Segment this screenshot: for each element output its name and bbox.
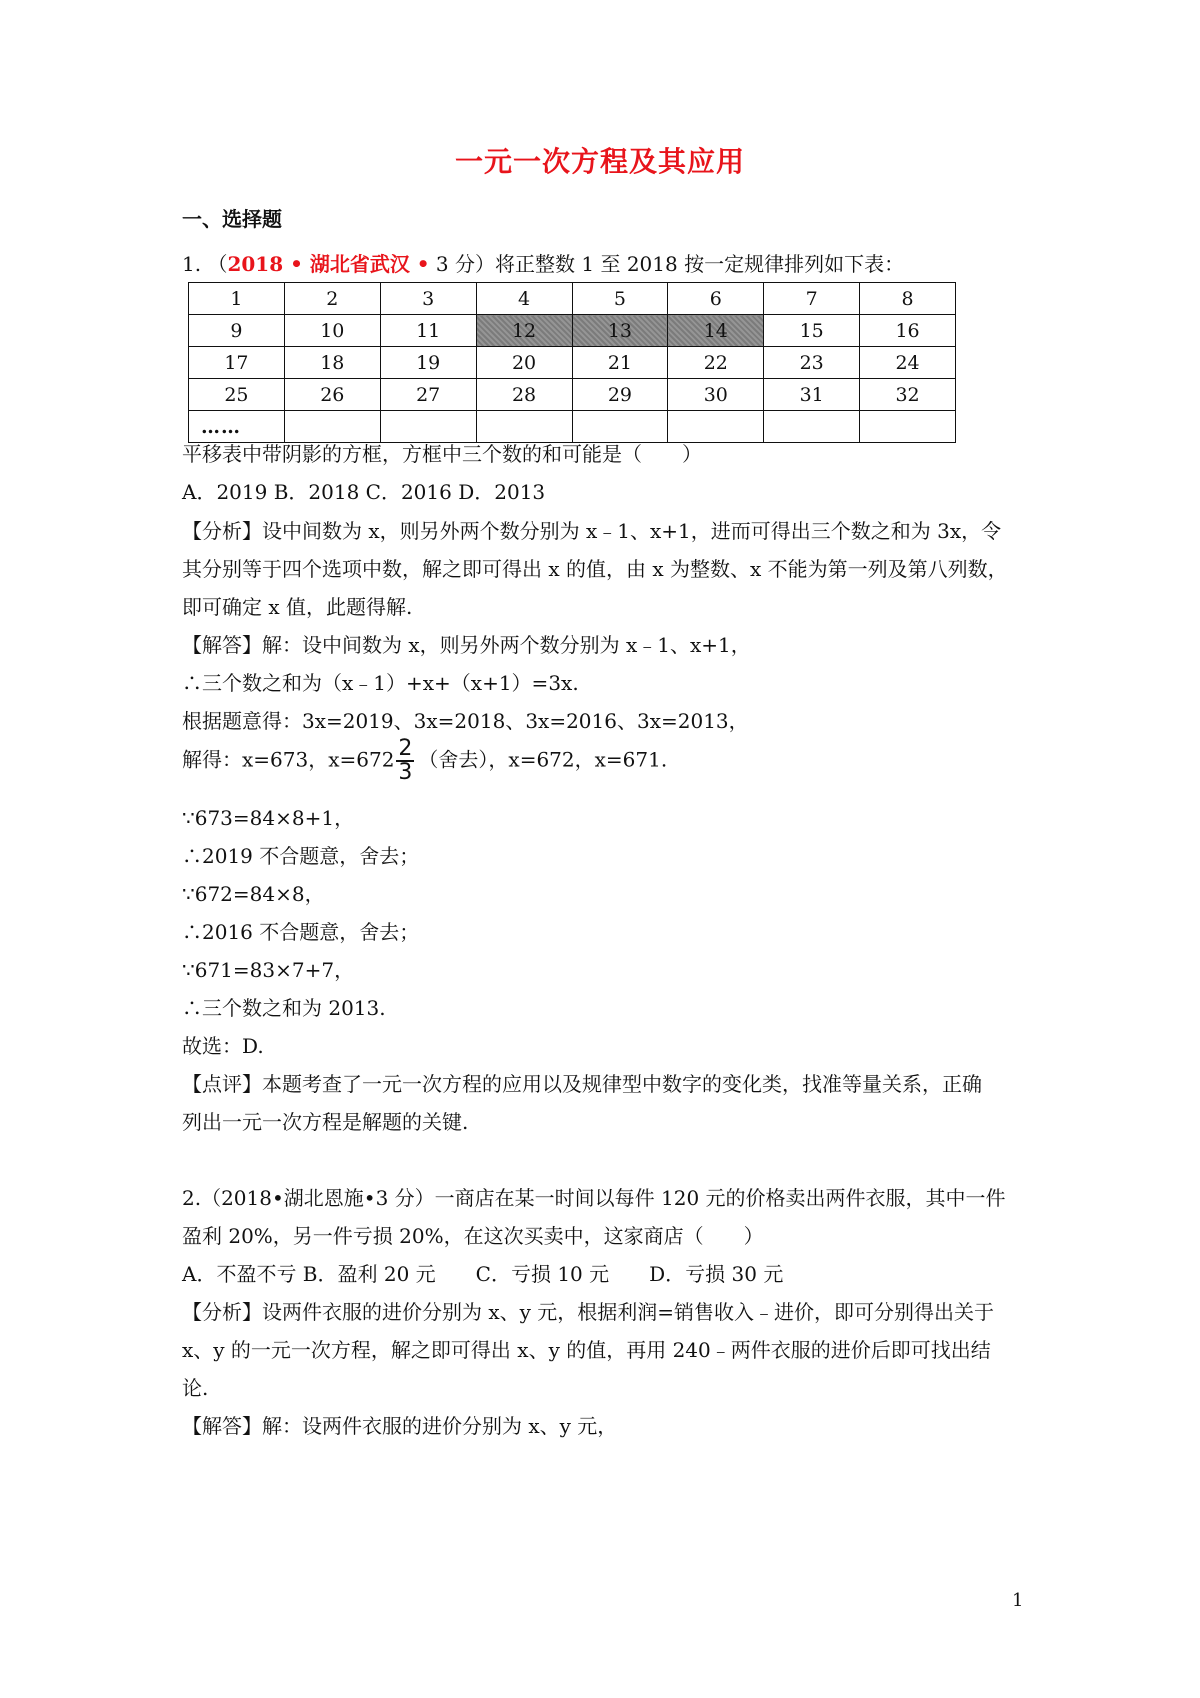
table-cell: …… xyxy=(189,411,285,443)
question-1-answer-line-8: ∴2016 不合题意，舍去； xyxy=(182,920,420,944)
fraction-numerator: 2 xyxy=(398,736,413,761)
question-2-analysis-line-3: 论. xyxy=(182,1376,209,1400)
question-1-source: 2018 • 湖北省武汉 • xyxy=(227,252,430,276)
table-cell: 1 xyxy=(189,283,285,315)
table-cell: 21 xyxy=(572,347,668,379)
table-cell: 7 xyxy=(764,283,860,315)
table-row xyxy=(189,283,956,315)
table-cell: 10 xyxy=(284,315,380,347)
question-1-comment-line-2: 列出一元一次方程是解题的关键. xyxy=(182,1110,469,1134)
table-cell: 19 xyxy=(380,347,476,379)
question-1-answer-line-3: 根据题意得：3x=2019、3x=2018、3x=2016、3x=2013， xyxy=(182,709,749,733)
table-cell: 4 xyxy=(476,283,572,315)
question-1-answer-line-9: ∵671=83×7+7， xyxy=(182,958,355,982)
fraction-denominator: 3 xyxy=(398,760,413,785)
table-row xyxy=(189,379,956,411)
table-cell: 9 xyxy=(189,315,285,347)
section-heading: 一、选择题 xyxy=(182,207,282,231)
table-cell: 32 xyxy=(860,379,956,411)
question-2-analysis-line-2: x、y 的一元一次方程，解之即可得出 x、y 的值，再用 240﹣两件衣服的进价后即可找出结 xyxy=(182,1338,991,1362)
question-1-answer-line-6: ∴2019 不合题意，舍去； xyxy=(182,844,420,868)
table-cell-shaded: 13 xyxy=(572,315,668,347)
table-cell: 20 xyxy=(476,347,572,379)
question-2-options: A．不盈不亏 B．盈利 20 元 C．亏损 10 元 D．亏损 30 元 xyxy=(182,1262,784,1286)
table-cell: 17 xyxy=(189,347,285,379)
page-number: 1 xyxy=(1012,1590,1024,1611)
table-cell: 26 xyxy=(284,379,380,411)
question-1-answer-line-10: ∴三个数之和为 2013. xyxy=(182,996,386,1020)
table-cell xyxy=(764,411,860,443)
table-cell: 29 xyxy=(572,379,668,411)
question-2-answer-line-1: 【解答】解：设两件衣服的进价分别为 x、y 元， xyxy=(182,1414,618,1438)
question-1-analysis-line-2: 其分别等于四个选项中数，解之即可得出 x 的值，由 x 为整数、x 不能为第一列及第八列数， xyxy=(182,557,1008,581)
question-1-answer-line-4 xyxy=(182,738,667,784)
table-cell: 16 xyxy=(860,315,956,347)
table-cell: 28 xyxy=(476,379,572,411)
page-title: 一元一次方程及其应用 xyxy=(454,145,745,178)
question-1-answer-line-11: 故选：D. xyxy=(182,1034,264,1058)
table-cell: 6 xyxy=(668,283,764,315)
number-table xyxy=(188,282,956,443)
table-cell-shaded: 12 xyxy=(476,315,572,347)
question-1-text: 3 分）将正整数 1 至 2018 按一定规律排列如下表： xyxy=(429,252,905,276)
answer-solution-rest: （舍去），x=672，x=671. xyxy=(418,747,668,772)
table-cell: 11 xyxy=(380,315,476,347)
table-cell: 27 xyxy=(380,379,476,411)
fraction-two-thirds xyxy=(396,738,414,784)
question-1-stem xyxy=(182,248,904,277)
question-1-answer-line-5: ∵673=84×8+1， xyxy=(182,806,355,830)
table-cell: 23 xyxy=(764,347,860,379)
question-2-stem-line-1: 2.（2018•湖北恩施•3 分）一商店在某一时间以每件 120 元的价格卖出两件衣服，其中一件 xyxy=(182,1186,1006,1210)
table-cell: 18 xyxy=(284,347,380,379)
question-1-comment-line-1: 【点评】本题考查了一元一次方程的应用以及规律型中数字的变化类，找准等量关系，正确 xyxy=(182,1072,982,1096)
question-2-analysis-line-1: 【分析】设两件衣服的进价分别为 x、y 元，根据利润=销售收入﹣进价，即可分别得出关于 xyxy=(182,1300,995,1324)
question-1-analysis-line-3: 即可确定 x 值，此题得解. xyxy=(182,595,413,619)
table-cell: 5 xyxy=(572,283,668,315)
question-1-answer-line-1: 【解答】解：设中间数为 x，则另外两个数分别为 x﹣1、x+1， xyxy=(182,633,751,657)
table-cell: 24 xyxy=(860,347,956,379)
table-cell: 8 xyxy=(860,283,956,315)
question-1-options: A．2019 B．2018 C．2016 D．2013 xyxy=(182,480,546,504)
table-cell: 2 xyxy=(284,283,380,315)
table-cell-shaded: 14 xyxy=(668,315,764,347)
table-row xyxy=(189,315,956,347)
table-cell: 15 xyxy=(764,315,860,347)
question-2-stem-line-2: 盈利 20%，另一件亏损 20%，在这次买卖中，这家商店（ ） xyxy=(182,1224,764,1248)
table-cell: 31 xyxy=(764,379,860,411)
question-1-answer-line-7: ∵672=84×8， xyxy=(182,882,325,906)
question-1-question: 平移表中带阴影的方框，方框中三个数的和可能是（ ） xyxy=(182,442,702,466)
table-cell: 3 xyxy=(380,283,476,315)
table-cell: 22 xyxy=(668,347,764,379)
question-1-analysis-line-1: 【分析】设中间数为 x，则另外两个数分别为 x﹣1、x+1，进而可得出三个数之和为 3x，令 xyxy=(182,519,1002,543)
question-1-number: 1. （ xyxy=(182,252,228,276)
table-row xyxy=(189,347,956,379)
question-1-answer-line-2: ∴三个数之和为（x﹣1）+x+（x+1）=3x. xyxy=(182,671,579,695)
table-cell: 25 xyxy=(189,379,285,411)
table-cell: 30 xyxy=(668,379,764,411)
answer-solution-text: 解得：x=673，x=672 xyxy=(182,747,395,772)
table-cell xyxy=(860,411,956,443)
